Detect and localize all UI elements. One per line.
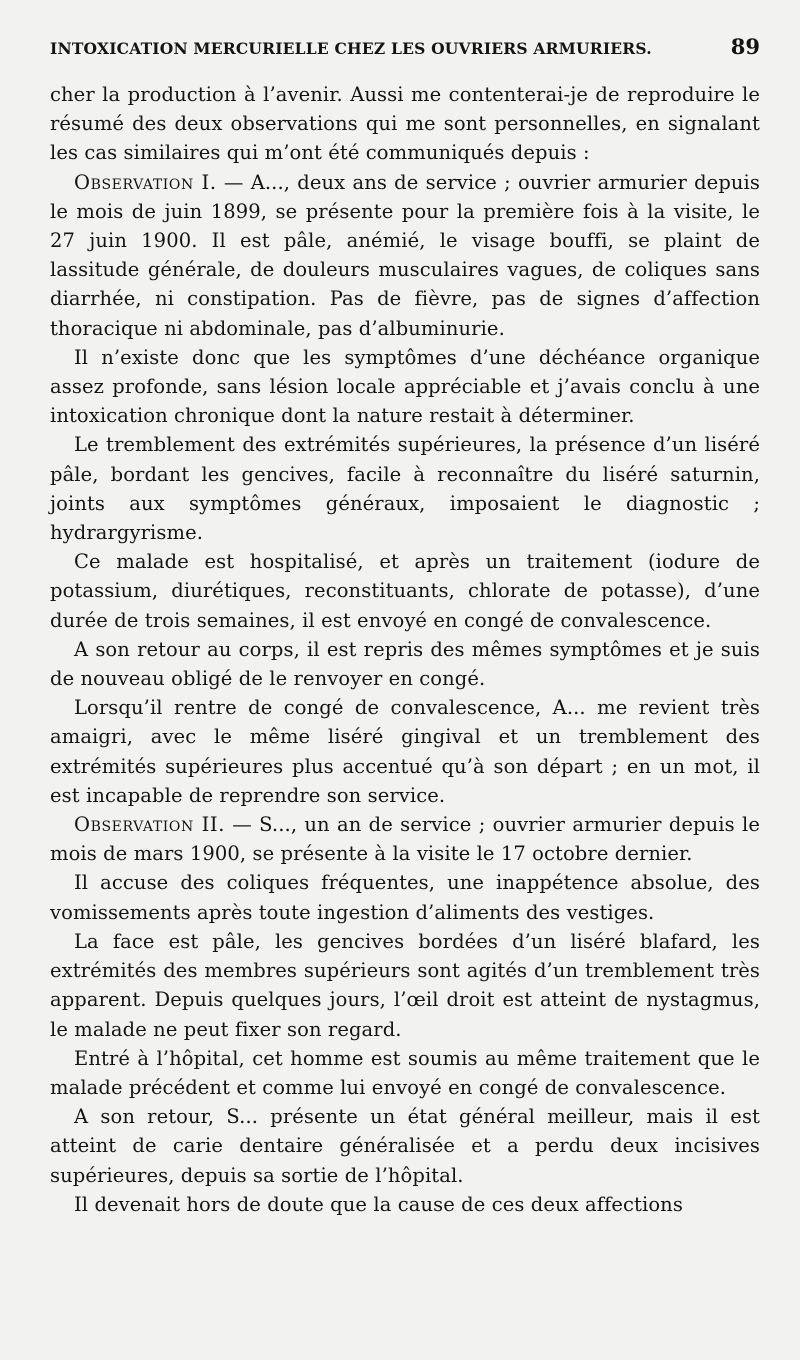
paragraph xyxy=(50,1102,760,1190)
paragraph-text: Il n’existe donc que les symptômes d’une déchéance organique assez profonde, sans lésion locale appréciable et j’avais conclu à une intoxication chronique dont la nature restait à déterminer. xyxy=(50,345,760,428)
paragraph xyxy=(50,430,760,547)
paragraph xyxy=(50,1044,760,1102)
paragraph-text: Il devenait hors de doute que la cause de ces deux affections xyxy=(74,1192,683,1216)
observation-heading: Observation II. xyxy=(74,813,226,837)
paragraph-text: A son retour au corps, il est repris des mêmes symptômes et je suis de nouveau obligé de le renvoyer en congé. xyxy=(50,637,760,691)
observation-paragraph xyxy=(50,810,760,868)
paragraph-text: Il accuse des coliques fréquentes, une inappétence absolue, des vomissements après toute ingestion d’aliments des vestiges. xyxy=(50,871,760,924)
observation-heading: Observation I. xyxy=(74,170,217,194)
running-title: INTOXICATION MERCURIELLE CHEZ LES OUVRIERS ARMURIERS. xyxy=(50,39,652,58)
paragraph-text: Lorsqu’il rentre de congé de convalescence, A... me revient très amaigri, avec le même liséré gingival et un tremblement des extrémités supérieures plus accentué qu’à son départ ; en un mot, il est incapable de reprendre son service. xyxy=(50,696,760,807)
paragraph xyxy=(50,635,760,693)
paragraph-text: Entré à l’hôpital, cet homme est soumis au même traitement que le malade précédent et comme lui envoyé en congé de convalescence. xyxy=(50,1046,760,1099)
running-head xyxy=(50,34,760,72)
paragraph-text: — A..., deux ans de service ; ouvrier armurier depuis le mois de juin 1899, se présente pour la première fois à la visite, le 27 juin 1900. Il est pâle, anémié, le visage bouffi, se plaint de lassitude générale, de douleurs musculaires vagues, de coliques sans diarrhée, ni constipation. Pas de fièvre, pas de signes d’affection thoracique ni abdominale, pas d’albuminurie. xyxy=(50,170,760,340)
paragraph xyxy=(50,80,760,168)
paragraph-text: A son retour, S... présente un état général meilleur, mais il est atteint de carie dentaire généralisée et a perdu deux incisives supérieures, depuis sa sortie de l’hôpital. xyxy=(50,1105,760,1187)
paragraph-text: — S..., un an de service ; ouvrier armurier depuis le mois de mars 1900, se présente à la visite le 17 octobre dernier. xyxy=(50,813,760,866)
paragraph xyxy=(50,927,760,1044)
paragraph xyxy=(50,343,760,431)
paragraph xyxy=(50,693,760,810)
paragraph xyxy=(50,868,760,926)
page-number: 89 xyxy=(730,34,760,59)
body-text xyxy=(50,80,760,1219)
observation-paragraph xyxy=(50,168,760,343)
paragraph xyxy=(50,1190,760,1219)
paragraph xyxy=(50,547,760,635)
paragraph-text: cher la production à l’avenir. Aussi me contenterai-je de reproduire le résumé des deux observations qui me sont personnelles, en signalant les cas similaires qui m’ont été communiqués depuis : xyxy=(50,83,760,165)
paragraph-text: La face est pâle, les gencives bordées d’un liséré blafard, les extrémités des membres supérieurs sont agités d’un tremblement très apparent. Depuis quelques jours, l’œil droit est atteint de nystagmus, le malade ne peut fixer son regard. xyxy=(50,929,760,1041)
paragraph-text: Le tremblement des extrémités supérieures, la présence d’un liséré pâle, bordant les gencives, facile à reconnaître du liséré saturnin, joints aux symptômes généraux, imposaient le diagnostic ; hydrargyrisme. xyxy=(50,433,760,545)
paragraph-text: Ce malade est hospitalisé, et après un traitement (iodure de potassium, diurétiques, reconstituants, chlorate de potasse), d’une durée de trois semaines, il est envoyé en congé de convalescence. xyxy=(50,550,760,632)
